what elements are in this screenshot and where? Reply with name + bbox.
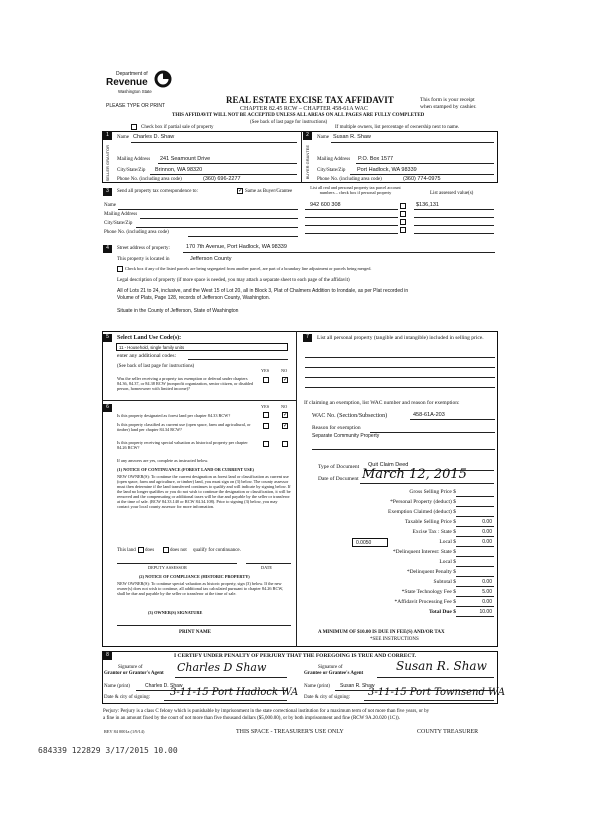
grantee-sig-label-2: Grantee or Grantee's Agent xyxy=(304,671,364,676)
legal-description-2: Volume of Plats, Page 128, records of Jefferson County, Washington. xyxy=(117,295,271,301)
local2-label: Local $ xyxy=(439,559,456,565)
grantee-signature[interactable]: Susan R. Shaw xyxy=(396,659,487,673)
buyer-address-label: Mailing Address xyxy=(317,157,351,162)
buyer-side-label-box xyxy=(303,141,312,182)
legal-label: Legal description of property (if more space is needed, you may attach a separate sheet to each page of the affidavit) xyxy=(117,278,350,283)
seller-address-label: Mailing Address xyxy=(117,157,151,162)
excise-state-label: Excise Tax : State $ xyxy=(412,529,456,535)
grantor-sig-label-1: Signature of xyxy=(118,665,143,670)
parcel-personal-checkbox-2[interactable] xyxy=(400,211,406,217)
affidavit-fee-label: *Affidavit Processing Fee $ xyxy=(394,599,456,605)
local-label: Local $ xyxy=(439,539,456,545)
grantor-name[interactable]: Charles D. Shaw xyxy=(145,683,183,689)
minimum-due-note: A MINIMUM OF $10.00 IS DUE IN FEE(S) AND/OR TAX xyxy=(318,630,445,635)
subtotal-value[interactable]: 0.00 xyxy=(482,579,492,585)
grantor-signature[interactable]: Charles D Shaw xyxy=(177,661,267,674)
parcel-number[interactable]: 942 600 308 xyxy=(310,202,341,208)
taxable-value[interactable]: 0.00 xyxy=(482,519,492,525)
total-due-label: Total Due $ xyxy=(429,609,456,615)
seller-address[interactable]: 241 Seamount Drive xyxy=(160,156,211,162)
parcels-heading-box xyxy=(303,186,408,196)
exemption-no-checkbox[interactable]: ✓ xyxy=(283,377,289,383)
perjury-line-2: a fine in an amount fixed by the court of not more than five thousand dollars ($5,000.00), or by both imprisonment and fine (RCW 9A.20.020 (1C)). xyxy=(103,716,400,721)
dept-line-3: Washington State xyxy=(118,89,152,94)
buyer-city[interactable]: Port Hadlock, WA 98339 xyxy=(357,167,417,173)
exemption-amount-label: Exemption Claimed (deduct) $ xyxy=(388,509,456,515)
receipt-note-1: This form is your receipt xyxy=(420,97,475,103)
seller-phone[interactable]: (360) 696-2277 xyxy=(203,176,241,182)
see-instructions-note: *SEE INSTRUCTIONS xyxy=(370,637,419,642)
certify-text: I CERTIFY UNDER PENALTY OF PERJURY THAT THE FOREGOING IS TRUE AND CORRECT. xyxy=(174,653,417,659)
assessed-heading: List assessed value(s) xyxy=(430,191,474,196)
land-use-yes: YES xyxy=(261,368,270,373)
section-4-number: 4 xyxy=(103,245,112,253)
seller-name-label: Name xyxy=(117,135,129,140)
does-label: does xyxy=(145,548,155,553)
grantor-date-label: Date & city of signing: xyxy=(104,695,151,700)
section-8-number: 8 xyxy=(103,652,112,660)
grantor-name-label: Name (print) xyxy=(104,684,130,689)
seller-phone-label: Phone No. (including area code) xyxy=(117,177,182,182)
located-label: This property is located in xyxy=(117,257,170,262)
section-1-number: 1 xyxy=(103,132,112,140)
form-warning: THIS AFFIDAVIT WILL NOT BE ACCEPTED UNLESS ALL AREAS ON ALL PAGES ARE FULLY COMPLETED xyxy=(172,113,425,118)
buyer-city-label: City/State/Zip xyxy=(317,168,346,173)
corr-address-label: Mailing Address xyxy=(104,212,138,217)
form-chapter: CHAPTER 82.45 RCW – CHAPTER 458-61A WAC xyxy=(240,106,368,112)
doc-type[interactable]: Quit Claim Deed xyxy=(368,462,409,468)
partial-sale-checkbox[interactable] xyxy=(131,124,137,130)
tech-fee-value[interactable]: 5.00 xyxy=(482,589,492,595)
additional-codes-label: enter any additional codes: xyxy=(117,353,177,359)
land-use-see-back: (See back of last page for instructions) xyxy=(117,364,195,369)
grantee-name-label: Name (print) xyxy=(304,684,330,689)
parcels-heading: List all real and personal property tax parcel account numbers – check box if personal property xyxy=(310,185,401,195)
parcel-personal-checkbox-3[interactable] xyxy=(400,219,406,225)
owner-signature-label: (3) OWNER(S) SIGNATURE xyxy=(148,610,203,615)
dor-logo xyxy=(106,70,176,100)
treasurer-only-label: THIS SPACE - TREASURER'S USE ONLY xyxy=(236,729,344,735)
doc-date[interactable]: March 12, 2015 xyxy=(362,467,467,482)
dept-line-1: Department of xyxy=(116,71,148,77)
does-not-label: does not xyxy=(170,548,187,553)
affidavit-fee-value[interactable]: 0.00 xyxy=(482,599,492,605)
boundary-label: Check box if any of the listed parcels are being segregated from another parcel, are part of a boundary line adjustment or parcels being merged. xyxy=(125,266,372,271)
taxable-label: Taxable Selling Price $ xyxy=(404,519,456,525)
exemption-reason[interactable]: Separate Community Property xyxy=(312,433,380,439)
gross-label: Gross Selling Price $ xyxy=(409,489,456,495)
land-use-code: 11 - Household, single family units xyxy=(119,344,185,350)
buyer-name-label: Name xyxy=(317,135,329,140)
seller-city-label: City/State/Zip xyxy=(117,168,146,173)
type-or-print: PLEASE TYPE OR PRINT xyxy=(106,103,166,109)
street-address[interactable]: 170 7th Avenue, Port Hadlock, WA 98339 xyxy=(186,244,287,250)
boundary-checkbox[interactable] xyxy=(117,266,123,272)
deputy-assessor-label: DEPUTY ASSESSOR xyxy=(148,565,187,570)
buyer-phone-label: Phone No. (including area code) xyxy=(317,177,382,182)
buyer-phone[interactable]: (360) 774-0975 xyxy=(403,176,441,182)
legal-description-3: Situate in the County of Jefferson, State of Washington xyxy=(117,308,239,314)
partial-sale-label: Check box if partial sale of property xyxy=(141,125,214,130)
buyer-address[interactable]: P.O. Box 1577 xyxy=(358,156,394,162)
subtotal-label: Subtotal $ xyxy=(433,579,456,585)
form-title: REAL ESTATE EXCISE TAX AFFIDAVIT xyxy=(226,95,394,105)
forest-land-question: Is this property designated as forest land per chapter 84.33 RCW? xyxy=(117,413,231,418)
exemption-question: Was the seller receiving a property tax exemption or deferral under chapters 84.36, 84.37, or 84.38 RCW (nonprofit organization, senior citizen, or disabled person, homeowner with limited income)? xyxy=(117,376,254,392)
seller-name[interactable]: Charles D. Shaw xyxy=(133,134,175,140)
corr-phone-label: Phone No. (including area code) xyxy=(104,230,169,235)
buyer-side-label: BUYER GRANTEE xyxy=(305,145,310,180)
seller-city[interactable]: Brinnon, WA 98320 xyxy=(155,167,203,173)
notice2-title: (2) NOTICE OF COMPLIANCE (HISTORIC PROPERTY) xyxy=(139,574,250,579)
multiple-owners-note: If multiple owners, list percentage of ownership next to name. xyxy=(335,125,460,130)
revision-label: REV 84 0001a (1/9/14) xyxy=(104,729,145,734)
grantee-sig-label-1: Signature of xyxy=(318,665,343,670)
grantor-sig-label-2: Grantor or Grantor's Agent xyxy=(104,671,164,676)
rate-value: 0.0050 xyxy=(356,540,372,546)
land-use-no: NO xyxy=(281,368,288,373)
county-treasurer-label: COUNTY TREASURER xyxy=(417,729,479,735)
local-value[interactable]: 0.00 xyxy=(482,539,492,545)
receipt-note-2: when stamped by cashier. xyxy=(420,104,477,110)
county-name[interactable]: Jefferson County xyxy=(190,256,232,262)
assessed-value[interactable]: $136,131 xyxy=(416,202,439,208)
s6-yes: YES xyxy=(261,404,270,409)
total-due-value[interactable]: 10.00 xyxy=(479,609,492,615)
correspondence-label: Send all property tax correspondence to: xyxy=(117,189,198,194)
street-label: Street address of property: xyxy=(117,246,170,251)
parcel-personal-checkbox-1[interactable] xyxy=(400,203,406,209)
personal-label: *Personal Property (deduct) $ xyxy=(390,499,456,505)
forest-no-checkbox[interactable]: ✓ xyxy=(283,412,289,418)
reason-label: Reason for exemption xyxy=(312,425,361,431)
exemption-claim-label: If claiming an exemption, list WAC number and reason for exemption: xyxy=(304,400,460,406)
grantor-date-city[interactable]: 3-11-15 Port Hadlock WA xyxy=(170,687,299,698)
seller-side-label-box xyxy=(103,141,112,182)
notice2-body: NEW OWNER(S): To continue special valuation as historic property, sign (3) below. If the new owner(s) does not wish to continue, all additional tax calculated pursuant to chapter 84.26 RCW, shall be due and payable by the seller or transferor at the time of sale. xyxy=(117,581,284,596)
corr-city-label: City/State/Zip xyxy=(104,221,133,226)
same-as-buyer-checkbox[interactable]: ✓ xyxy=(238,188,244,194)
land-use-title: Select Land Use Code(s): xyxy=(117,335,182,341)
middle-section-box xyxy=(102,331,498,647)
notice1-body: NEW OWNER(S): To continue the current designation as forest land or classification as current use (open space, farm and agriculture, or timber) land, you must sign on (3) below. The county assessor must then determine if the land transferred continues to qualify and will indicate by signing below. If the land no longer qualifies or you do not wish to continue the designation or classification, it will be removed and the compensating or additional taxes will be due and payable by the seller or transferor at the time of sale. (RCW 84.33.140 or RCW 84.34.108). Prior to signing (3) below, you may contact your local county assessor for more information. xyxy=(117,474,291,509)
recording-stamp: 684339 122829 3/17/2015 10.00 xyxy=(38,746,178,755)
legal-description-1: All of Lots 21 to 24, inclusive, and the West 15 of Lot 20, all in Block 3, Plat of Chalmers Addition to Irondale, as per Plat recorded in xyxy=(117,288,409,294)
s6-no: NO xyxy=(281,404,288,409)
corr-name-label: Name xyxy=(104,203,116,208)
qualify-label: qualify for continuance. xyxy=(193,548,241,553)
current-use-no-checkbox[interactable]: ✓ xyxy=(283,423,289,429)
section-6-number: 6 xyxy=(103,404,112,412)
dept-line-2: Revenue xyxy=(106,77,148,88)
excise-state-value[interactable]: 0.00 xyxy=(482,529,492,535)
section-5-number: 5 xyxy=(103,334,112,342)
personal-property-text: List all personal property (tangible and intangible) included in selling price. xyxy=(317,335,484,341)
this-land-label: This land xyxy=(117,548,136,553)
notice1-title: (1) NOTICE OF CONTINUANCE (FOREST LAND OR CURRENT USE) xyxy=(117,467,254,472)
delinquent-penalty-label: *Delinquent Penalty $ xyxy=(406,569,456,575)
tech-fee-label: *State Technology Fee $ xyxy=(401,589,456,595)
delinquent-interest-label: *Delinquent Interest: State $ xyxy=(392,549,456,555)
print-name-label: PRINT NAME xyxy=(179,630,211,635)
dor-swirl-icon xyxy=(154,70,172,88)
same-as-buyer-label: Same as Buyer/Grantee xyxy=(245,189,293,194)
section-2-number: 2 xyxy=(303,132,312,140)
section-3-number: 3 xyxy=(103,188,112,196)
wac-number[interactable]: 458-61A-203 xyxy=(413,412,445,418)
perjury-line-1: Perjury: Perjury is a class C felony which is punishable by imprisonment in the state correctional institution for a maximum term of not more than five years, or by xyxy=(103,709,430,714)
current-use-question: Is this property classified as current use (open space, farm and agricultural, or timber) land per chapter 84.34 RCW? xyxy=(117,422,251,433)
parcel-personal-checkbox-4[interactable] xyxy=(400,227,406,233)
deputy-date-label: DATE xyxy=(261,565,272,570)
seller-side-label: SELLER GRANTOR xyxy=(105,145,110,182)
historic-question: Is this property receiving special valuation as historical property per chapter 84.26 RCW? xyxy=(117,440,248,451)
doc-type-label: Type of Document xyxy=(318,464,360,470)
grantee-date-label: Date & city of signing: xyxy=(304,695,351,700)
grantee-date-city[interactable]: 3-11-15 Port Townsend WA xyxy=(368,687,506,698)
section-7-number: 7 xyxy=(303,334,312,342)
doc-date-label: Date of Document xyxy=(318,476,359,482)
see-back-header: (See back of last page for instructions) xyxy=(250,120,328,125)
wac-label: WAC No. (Section/Subsection) xyxy=(312,413,388,419)
if-yes-note: If any answers are yes, complete as instructed below. xyxy=(117,458,209,463)
grantee-name[interactable]: Susan R. Shaw xyxy=(340,683,375,689)
buyer-name[interactable]: Susan R. Shaw xyxy=(333,134,371,140)
